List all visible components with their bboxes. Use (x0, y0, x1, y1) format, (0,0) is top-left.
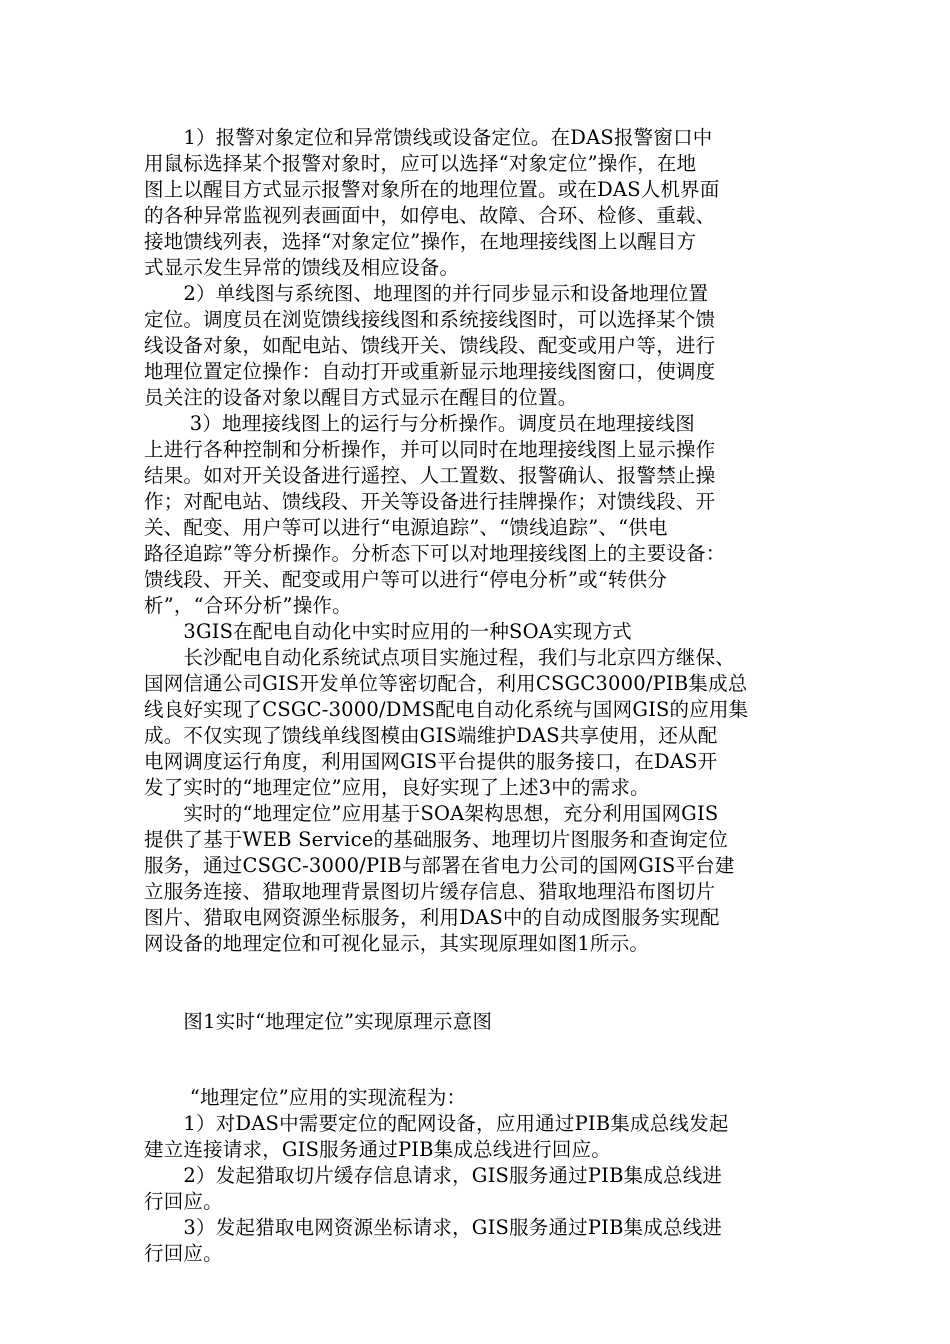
text-line: 定位。调度员在浏览馈线接线图和系统接线图时，可以选择某个馈 (144, 308, 716, 331)
text-line: 电网调度运行角度，利用国网GIS平台提供的服务接口，在DAS开 (144, 750, 718, 773)
text-line: 行回应。 (144, 1242, 223, 1265)
text-line: 2）发起猎取切片缓存信息请求，GIS服务通过PIB集成总线进 (144, 1164, 723, 1187)
text-line: 员关注的设备对象以醒目方式显示在醒目的位置。 (144, 386, 578, 409)
text-line: 关、配变、用户等可以进行“电源追踪”、“馈线追踪”、“供电 (144, 516, 668, 539)
text-line: 行回应。 (144, 1190, 223, 1213)
text-line: 3）发起猎取电网资源坐标请求，GIS服务通过PIB集成总线进 (144, 1216, 723, 1239)
text-line: 接地馈线列表，选择“对象定位”操作，在地理接线图上以醒目方 (144, 230, 697, 253)
text-line: 路径追踪”等分析操作。分析态下可以对地理接线图上的主要设备： (144, 542, 726, 565)
section-heading: 3GIS在配电自动化中实时应用的一种SOA实现方式 (144, 620, 632, 643)
figure-caption: 图1实时“地理定位”实现原理示意图 (144, 1010, 493, 1033)
text-line: 结果。如对开关设备进行遥控、人工置数、报警确认、报警禁止操 (144, 464, 716, 487)
text-line: 建立连接请求，GIS服务通过PIB集成总线进行回应。 (144, 1138, 611, 1161)
text-line: 线设备对象，如配电站、馈线开关、馈线段、配变或用户等，进行 (144, 334, 716, 357)
text-line: 成。不仅实现了馈线单线图模由GIS端维护DAS共享使用，还从配 (144, 724, 718, 747)
text-line: 上进行各种控制和分析操作，并可以同时在地理接线图上显示操作 (144, 438, 716, 461)
text-line: 1）对DAS中需要定位的配网设备，应用通过PIB集成总线发起 (144, 1112, 729, 1135)
text-line: 图片、猎取电网资源坐标服务，利用DAS中的自动成图服务实现配 (144, 906, 720, 929)
text-line: 实时的“地理定位”应用基于SOA架构思想，充分利用国网GIS (144, 802, 719, 825)
text-line: 馈线段、开关、配变或用户等可以进行“停电分析”或“转供分 (144, 568, 668, 591)
text-line: 提供了基于WEB Service的基础服务、地理切片图服务和查询定位 (144, 828, 729, 851)
text-line: 地理位置定位操作：自动打开或重新显示地理接线图窗口，使调度 (144, 360, 716, 383)
text-line: 析”，“合环分析”操作。 (144, 594, 352, 617)
text-line: 长沙配电自动化系统试点项目实施过程，我们与北京四方继保、 (144, 646, 736, 669)
text-line: 3）地理接线图上的运行与分析操作。调度员在地理接线图 (144, 412, 695, 435)
text-line: 国网信通公司GIS开发单位等密切配合，利用CSGC3000/PIB集成总 (144, 672, 748, 695)
text-line: 网设备的地理定位和可视化显示，其实现原理如图1所示。 (144, 932, 650, 955)
text-line: 2）单线图与系统图、地理图的并行同步显示和设备地理位置 (144, 282, 709, 305)
text-line: “地理定位”应用的实现流程为： (144, 1086, 467, 1109)
text-line: 的各种异常监视列表画面中，如停电、故障、合环、检修、重载、 (144, 204, 716, 227)
text-line: 发了实时的“地理定位”应用，良好实现了上述3中的需求。 (144, 776, 650, 799)
text-line: 用鼠标选择某个报警对象时，应可以选择“对象定位”操作，在地 (144, 152, 697, 175)
text-line: 图上以醒目方式显示报警对象所在的地理位置。或在DAS人机界面 (144, 178, 720, 201)
text-line: 线良好实现了CSGC-3000/DMS配电自动化系统与国网GIS的应用集 (144, 698, 749, 721)
text-line: 作；对配电站、馈线段、开关等设备进行挂牌操作；对馈线段、开 (144, 490, 716, 513)
text-line: 1）报警对象定位和异常馈线或设备定位。在DAS报警窗口中 (144, 126, 713, 149)
text-line: 立服务连接、猎取地理背景图切片缓存信息、猎取地理沿布图切片 (144, 880, 716, 903)
text-line: 服务，通过CSGC-3000/PIB与部署在省电力公司的国网GIS平台建 (144, 854, 735, 877)
text-line: 式显示发生异常的馈线及相应设备。 (144, 256, 460, 279)
